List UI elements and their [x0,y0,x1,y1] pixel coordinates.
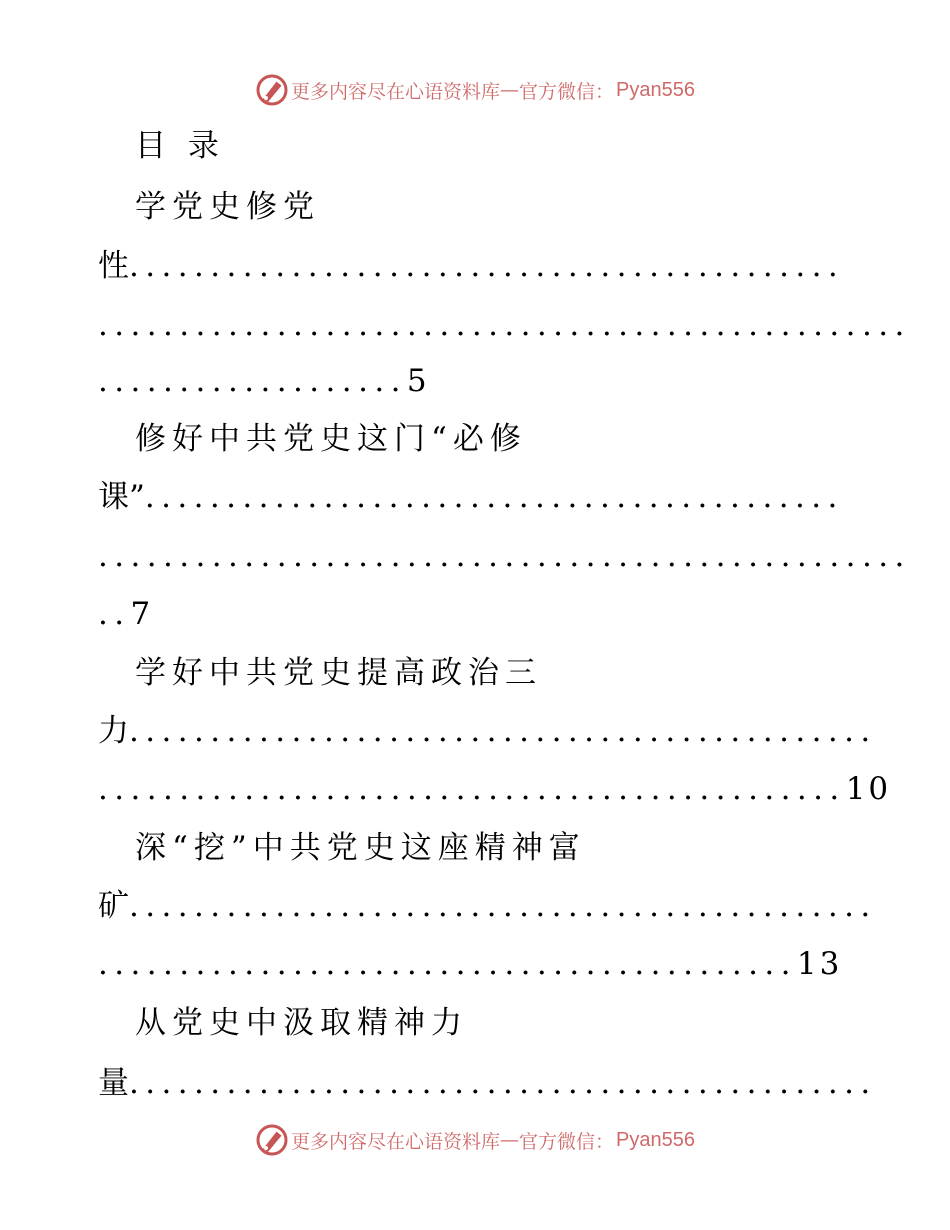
watermark-main-text: 更多内容尽在心语资料库 [291,80,501,103]
toc-entry-2-leader-3: .. [98,596,131,632]
toc-entry-2-line4[interactable] [98,585,840,643]
footer-watermark [0,1120,950,1160]
toc-entry-1-line2[interactable] [98,237,845,295]
watermark-main-text: 更多内容尽在心语资料库 [291,1130,501,1153]
toc-entry-2-leader-2: .................................................. [98,538,911,574]
toc-entry-5-leader: .............................................. [129,1065,877,1101]
toc-entry-3-line3[interactable] [98,760,892,818]
toc-entry-2-title-line1[interactable]: 修好中共党史这门“必修 [135,421,527,457]
toc-entry-4-page: 13 [796,946,843,982]
toc-entry-4-title-line2: 矿 [98,888,129,924]
watermark-id: Pyan556 [616,1128,695,1151]
watermark-label: 官方微信： [519,1130,615,1153]
toc-entry-2-page: 7 [130,596,154,632]
watermark-id: Pyan556 [616,78,695,101]
toc-entry-3-line2[interactable] [98,702,877,760]
toc-entry-1-page: 5 [406,363,430,399]
toc-entry-4-leader-2: ........................................... [98,946,797,982]
toc-entry-1-title-line2: 性 [98,248,129,284]
toc-entry-1-line4[interactable] [98,352,840,410]
toc-entry-1-leader-2: .................................................. [98,307,911,343]
toc-entry-2-line2[interactable] [98,468,844,526]
toc-entry-5-title-line2: 量 [98,1065,129,1101]
toc-entry-2-title-line2: 课” [98,479,145,515]
toc-entry-4-title-line1[interactable]: 深“挖”中共党史这座精神富 [135,830,586,866]
toc-entry-1-title-line1[interactable]: 学党史修党 [135,189,320,225]
toc-entry-1-leader: ............................................ [129,248,845,284]
toc-entry-5-title-line1[interactable]: 从党史中汲取精神力 [135,1005,468,1041]
toc-entry-4-line2[interactable] [98,877,877,935]
watermark-label: 官方微信： [519,80,615,103]
toc-heading: 目 录 [135,128,225,164]
toc-entry-3-title-line2: 力 [98,713,129,749]
toc-entry-3-page: 10 [845,771,892,807]
toc-entry-5-line2[interactable] [98,1054,877,1112]
watermark-separator: — [500,79,520,101]
toc-entry-3-leader: .............................................. [129,713,877,749]
header-watermark [0,70,950,110]
toc-entry-3-leader-2: .............................................. [98,771,846,807]
toc-entry-2-leader: ........................................... [144,479,844,515]
toc-entry-4-line3[interactable] [98,935,843,993]
watermark-separator: — [500,1129,520,1151]
pen-logo-icon [255,73,289,107]
toc-entry-1-leader-3: ................... [98,363,407,399]
toc-entry-3-title-line1[interactable]: 学好中共党史提高政治三 [135,655,542,691]
toc-entry-4-leader: .............................................. [129,888,877,924]
pen-logo-icon [255,1123,289,1157]
